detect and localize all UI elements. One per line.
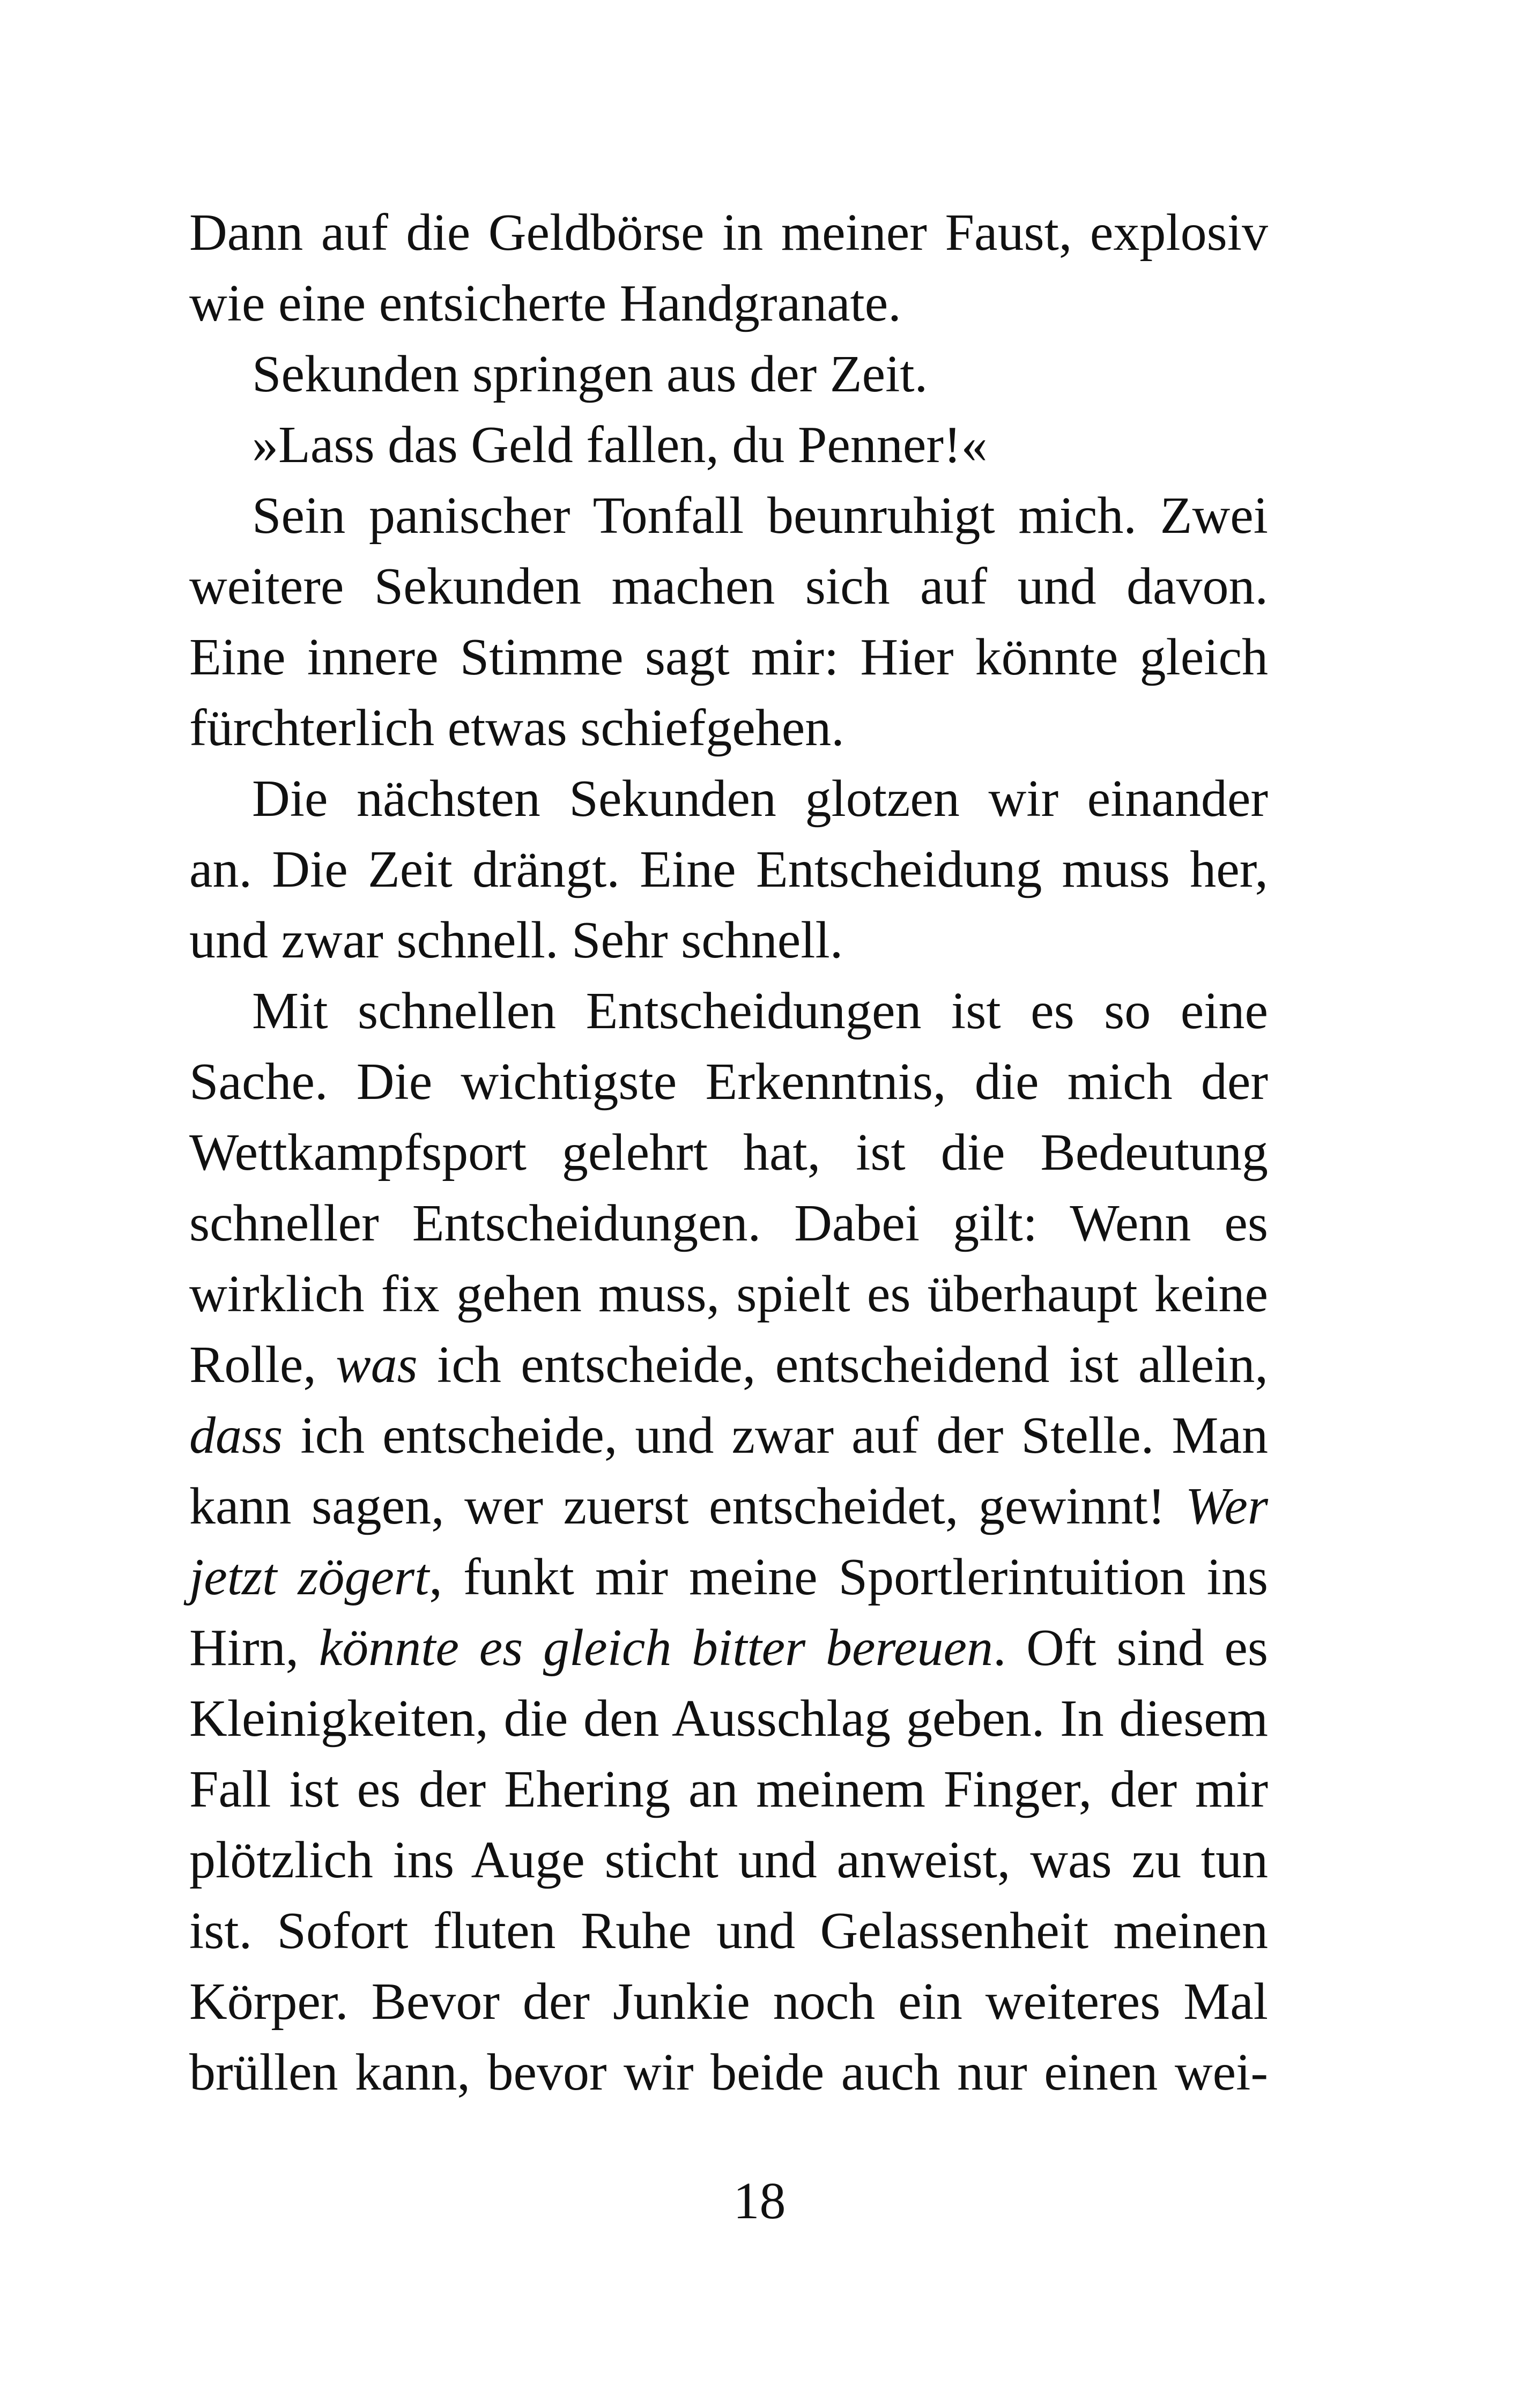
text-segment: Körper. Bevor der Junkie noch ein weiteres Mal <box>189 1973 1268 2031</box>
text-segment: Hirn, <box>189 1619 319 1677</box>
text-line <box>189 480 1268 551</box>
text-segment: Sekunden springen aus der Zeit. <box>252 345 928 403</box>
text-line <box>189 693 1268 763</box>
italic-text: was <box>336 1336 418 1394</box>
text-segment: Wettkampfsport gelehrt hat, ist die Bedeutung <box>189 1124 1268 1181</box>
text-line <box>189 1542 1268 1612</box>
text-line <box>189 1329 1268 1400</box>
text-segment: Sache. Die wichtigste Erkenntnis, die mich der <box>189 1053 1268 1111</box>
text-segment: an. Die Zeit drängt. Eine Entscheidung muss her, <box>189 841 1268 898</box>
text-line <box>189 1612 1268 1683</box>
text-line <box>189 1117 1268 1188</box>
text-segment: Kleinigkeiten, die den Ausschlag geben. In diesem <box>189 1690 1268 1748</box>
text-line <box>189 410 1268 480</box>
text-line <box>189 1896 1268 1966</box>
italic-text: Wer <box>1185 1477 1268 1535</box>
paragraph <box>189 197 1268 339</box>
text-line <box>189 834 1268 905</box>
text-line <box>189 1259 1268 1329</box>
text-segment: ich entscheide, entscheidend ist allein, <box>417 1336 1268 1394</box>
paragraph <box>189 410 1268 480</box>
text-line <box>189 976 1268 1046</box>
text-segment: Mit schnellen Entscheidungen ist es so eine <box>252 982 1268 1040</box>
text-segment: Rolle, <box>189 1336 336 1394</box>
text-line <box>189 339 1268 410</box>
text-segment: ist. Sofort fluten Ruhe und Gelassenheit meinen <box>189 1902 1268 1960</box>
text-segment: schneller Entscheidungen. Dabei gilt: Wenn es <box>189 1194 1268 1252</box>
text-line <box>189 905 1268 976</box>
text-segment: . Oft sind es <box>992 1619 1268 1677</box>
paragraph <box>189 339 1268 410</box>
text-segment: kann sagen, wer zuerst entscheidet, gewinnt! <box>189 1477 1185 1535</box>
text-segment: wie eine entsicherte Handgranate. <box>189 274 901 332</box>
text-segment: fürchterlich etwas schiefgehen. <box>189 699 844 757</box>
italic-text: jetzt zögert <box>189 1548 429 1606</box>
text-line <box>189 1966 1268 2037</box>
text-line <box>189 197 1268 268</box>
text-line <box>189 1683 1268 1754</box>
text-segment: wirklich fix gehen muss, spielt es überhaupt keine <box>189 1265 1268 1323</box>
text-segment: weitere Sekunden machen sich auf und davon. <box>189 558 1268 615</box>
text-line <box>189 622 1268 693</box>
text-line <box>189 551 1268 622</box>
paragraph <box>189 976 1268 2108</box>
text-segment: und zwar schnell. Sehr schnell. <box>189 911 843 969</box>
text-line <box>189 1825 1268 1896</box>
body-text <box>189 197 1268 2108</box>
text-line <box>189 1400 1268 1471</box>
text-segment: ich entscheide, und zwar auf der Stelle. Man <box>283 1407 1268 1465</box>
text-segment: Die nächsten Sekunden glotzen wir einander <box>252 770 1268 828</box>
text-line <box>189 1188 1268 1259</box>
text-segment: brüllen kann, bevor wir beide auch nur einen wei- <box>189 2043 1268 2101</box>
text-segment: plötzlich ins Auge sticht und anweist, was zu tun <box>189 1831 1268 1889</box>
italic-text: dass <box>189 1407 283 1465</box>
text-segment: , funkt mir meine Sportlerintuition ins <box>429 1548 1268 1606</box>
page-number: 18 <box>733 2172 786 2230</box>
text-segment: Fall ist es der Ehering an meinem Finger, der mir <box>189 1760 1268 1818</box>
paragraph <box>189 480 1268 763</box>
text-segment: Eine innere Stimme sagt mir: Hier könnte gleich <box>189 628 1268 686</box>
text-line <box>189 1471 1268 1542</box>
text-line <box>189 1046 1268 1117</box>
text-segment: Sein panischer Tonfall beunruhigt mich. Zwei <box>252 487 1268 545</box>
text-line <box>189 763 1268 834</box>
text-line <box>189 268 1268 339</box>
paragraph <box>189 763 1268 976</box>
text-line <box>189 1754 1268 1825</box>
text-segment: »Lass das Geld fallen, du Penner!« <box>252 416 988 474</box>
italic-text: könnte es gleich bitter bereuen <box>318 1619 993 1677</box>
text-line <box>189 2037 1268 2108</box>
text-segment: Dann auf die Geldbörse in meiner Faust, explosiv <box>189 204 1268 262</box>
